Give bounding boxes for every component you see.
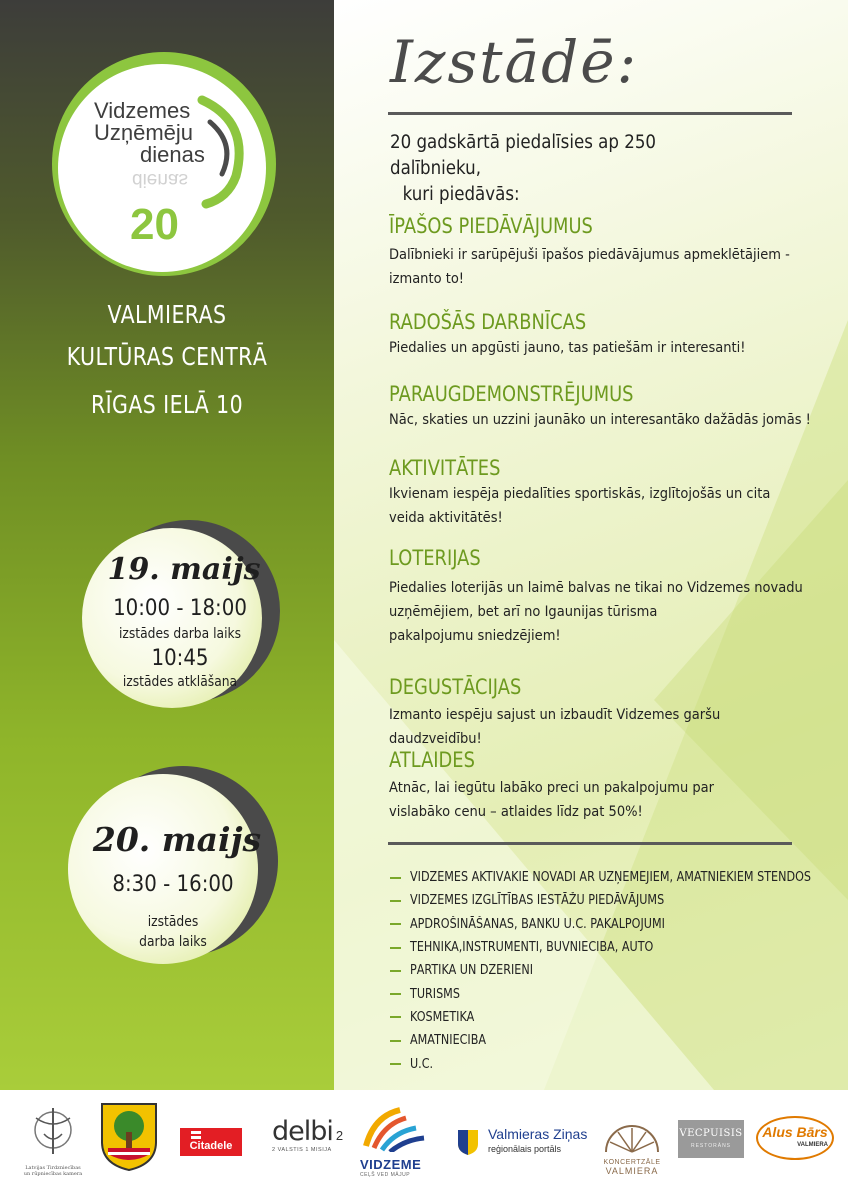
intro-line-2: kuri piedāvās:	[402, 184, 520, 205]
list-item-label: TEHNIKA,INSTRUMENTI, BŪVNIECĪBA, AUTO	[410, 940, 654, 956]
logo-reflection: dienas	[132, 169, 188, 190]
section-line: veida aktivitātēs!	[389, 510, 503, 526]
title-divider	[388, 112, 792, 115]
day2-hours-label-2: darba laiks	[139, 934, 207, 950]
logo-line-2: Uzņēmēju	[94, 120, 194, 145]
logo-line-1: Vidzemes	[94, 98, 191, 123]
section-line: Nāc, skaties un uzzini jaunāko un interesantāko dažādās jomās !	[389, 412, 811, 428]
list-item	[390, 1052, 848, 1075]
event-logo	[52, 52, 276, 276]
delbi-tagline: 2 VALSTIS 1 MISIJA	[272, 1147, 332, 1153]
section-heading-special-offers: ĪPAŠOS PIEDĀVĀJUMUS	[389, 214, 593, 238]
vidzeme-tagline: CEĻŠ VED MĀJUP	[360, 1172, 411, 1178]
delbi-logo	[272, 1116, 346, 1166]
vecpuisis-subtitle: RESTORĀNS	[690, 1143, 732, 1149]
sponsor-logos	[0, 1090, 848, 1200]
valmiera-coat-of-arms-icon	[100, 1102, 158, 1172]
dash-icon	[390, 970, 401, 972]
list-item	[390, 936, 848, 959]
list-item-label: APDROŠINĀŠANAS, BANKU U.C. PAKALPOJUMI	[410, 916, 665, 932]
delbi-text: delbi	[272, 1116, 333, 1147]
list-item	[390, 982, 848, 1005]
section-line: Atnāc, lai iegūtu labāko preci un pakalpojumu par	[389, 780, 715, 796]
dash-icon	[390, 1063, 401, 1065]
section-line: izmanto to!	[389, 271, 465, 287]
section-line: Dalībnieki ir sarūpējuši īpašos piedāvājumus apmeklētājiem -	[389, 247, 790, 263]
day2-circle	[68, 766, 278, 976]
section-text-discounts	[389, 776, 812, 824]
day2-hours-label-1: izstādes	[147, 914, 199, 930]
delbi-superscript: 2	[335, 1128, 344, 1144]
vidzeme-wave-icon	[360, 1106, 436, 1152]
section-line: uzņēmējiem, bet arī no Igaunijas tūrisma	[389, 604, 658, 620]
vz-subtitle: reģionālais portāls	[488, 1144, 562, 1154]
citadele-mark-icon	[191, 1136, 201, 1139]
list-item	[390, 1006, 848, 1029]
valmieras-zinas-logo	[456, 1128, 586, 1168]
koncertzale-text: KONCERTZĀLE	[603, 1159, 661, 1166]
section-line: vislabāko cenu – atlaides līdz pat 50%!	[389, 804, 643, 820]
vz-title: Valmieras Ziņas	[488, 1126, 588, 1142]
section-heading-activities: AKTIVITĀTES	[389, 456, 501, 480]
dash-icon	[390, 1040, 401, 1042]
section-line: Piedalies loterijās un laimē balvas ne tikai no Vidzemes novadu	[389, 580, 803, 596]
dash-icon	[390, 923, 401, 925]
section-line: Piedalies un apgūsti jauno, tas patiešām ir interesanti!	[389, 340, 746, 356]
caduceus-icon	[22, 1104, 84, 1160]
list-item-label: PĀRTIKA UN DZĒRIENI	[410, 963, 534, 979]
list-item-label: TŪRISMS	[410, 986, 460, 1002]
alus-bars-logo	[756, 1116, 834, 1160]
day1-circle	[82, 520, 278, 720]
location-line-1: VALMIERAS	[107, 300, 227, 329]
section-heading-demonstrations: PARAUGDEMONSTRĒJUMUS	[389, 382, 634, 406]
section-text-tastings	[389, 703, 812, 751]
location-line-3: RĪGAS IELĀ 10	[90, 390, 244, 419]
list-item-label: AMATNIECĪBA	[410, 1033, 487, 1049]
day1-opening-time: 10:45	[151, 646, 209, 671]
section-text-demonstrations	[389, 408, 812, 432]
section-heading-lotteries: LOTERIJAS	[389, 546, 481, 570]
list-item	[390, 889, 848, 912]
koncertzale-logo	[600, 1110, 664, 1180]
koncertzale-city: VALMIERA	[605, 1166, 659, 1176]
citadele-logo	[180, 1128, 242, 1156]
citadele-text: Citadele	[189, 1140, 233, 1152]
day1-opening-label: izstādes atklāšana	[122, 674, 238, 690]
section-heading-workshops: RADOŠĀS DARBNĪCAS	[389, 310, 587, 334]
dash-icon	[390, 947, 401, 949]
vidzeme-text: VIDZEME	[360, 1157, 422, 1172]
section-line: pakalpojumu sniedzējiem!	[389, 628, 561, 644]
section-text-special-offers	[389, 243, 812, 291]
vidzeme-logo	[360, 1106, 436, 1186]
list-item	[390, 866, 848, 889]
citadele-mark-icon	[191, 1131, 201, 1134]
vecpuisis-text: VECPUISIS	[679, 1128, 743, 1139]
section-line: Ikvienam iespēja piedalīties sportiskās, izglītojošās un cita	[389, 486, 771, 502]
dash-icon	[390, 877, 401, 879]
section-heading-discounts: ATLAIDES	[389, 748, 475, 772]
dash-icon	[390, 900, 401, 902]
day2-date: 20. maijs	[92, 820, 262, 859]
exhibition-title: Izstādē:	[390, 28, 639, 96]
exhibitor-categories-list	[390, 866, 848, 1076]
logo-line-3: dienas	[140, 142, 205, 167]
list-item-label: U.C.	[410, 1056, 434, 1072]
logo-title	[94, 100, 244, 166]
section-text-activities	[389, 482, 812, 530]
dash-icon	[390, 1016, 401, 1018]
left-panel	[0, 0, 334, 1090]
alus-bars-text: Alus Bārs	[762, 1124, 828, 1140]
intro-line-1: 20 gadskārtā piedalīsies ap 250 dalībnieku,	[390, 132, 657, 179]
alus-bars-city: VALMIERA	[797, 1142, 828, 1148]
day1-hours-label: izstādes darba laiks	[118, 626, 242, 642]
day1-hours: 10:00 - 18:00	[113, 596, 247, 621]
chamber-text: Latvijas Tirdzniecības un rūpniecības kamera	[23, 1165, 83, 1177]
vz-shield-icon	[456, 1128, 480, 1156]
section-heading-tastings: DEGUSTĀCIJAS	[389, 675, 522, 699]
exhibition-intro	[390, 130, 750, 208]
list-item	[390, 959, 848, 982]
chamber-of-commerce-logo	[22, 1104, 84, 1186]
koncertzale-sunburst-icon	[600, 1110, 664, 1154]
location-line-2: KULTŪRAS CENTRĀ	[66, 342, 268, 371]
section-text-lotteries	[389, 576, 812, 648]
list-item-label: KOSMĒTIKA	[410, 1009, 475, 1025]
vecpuisis-logo	[678, 1120, 744, 1158]
section-line: Izmanto iespēju sajust un izbaudīt Vidzemes garšu daudzveidību!	[389, 707, 721, 747]
list-item-label: VIDZEMES IZGLĪTĪBAS IESTĀŽU PIEDĀVĀJUMS	[410, 893, 665, 909]
logo-number: 20	[130, 200, 179, 249]
day2-hours: 8:30 - 16:00	[112, 872, 234, 897]
day1-date: 19. maijs	[107, 552, 261, 587]
section-text-workshops	[389, 336, 812, 360]
list-item-label: VIDZEMES AKTĪVĀKIE NOVADI AR UZŅĒMĒJIEM, AMATNIEKIEM STENDOS	[410, 870, 811, 886]
list-divider	[388, 842, 792, 845]
dash-icon	[390, 993, 401, 995]
list-item	[390, 913, 848, 936]
list-item	[390, 1029, 848, 1052]
